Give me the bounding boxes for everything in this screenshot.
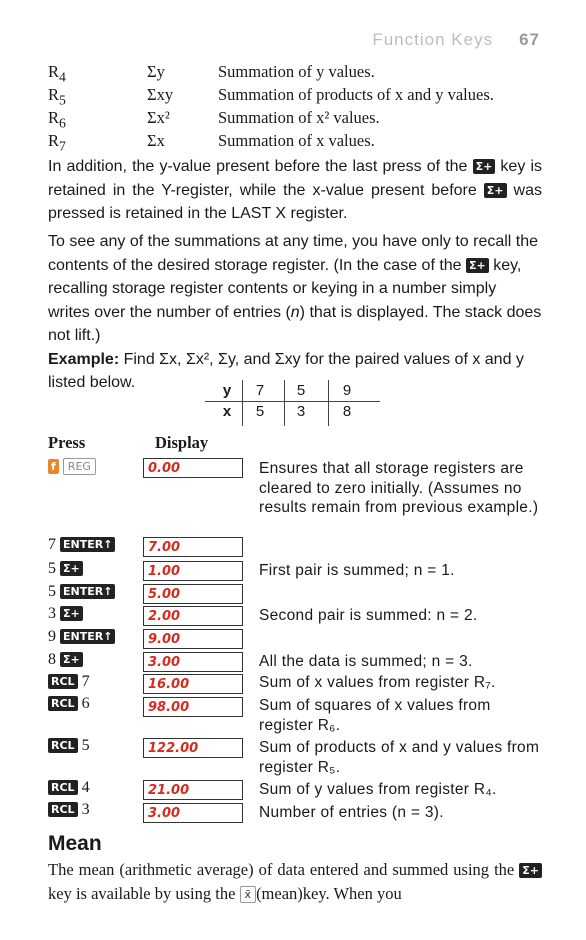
x-value: 5 (255, 403, 265, 420)
display-value: 3.00 (143, 803, 243, 823)
step-note: Sum of products of x and y values from register R₅. (259, 739, 540, 776)
mean-key-icon: x̄ (240, 886, 257, 903)
rcl-key-icon: RCL (48, 674, 78, 689)
paragraph-last-x: In addition, the y-value present before the last press of the Σ+ key is retained in the Y-register, while the x-value present before Σ+ was pressed is retained in the LAST X register. (48, 158, 543, 222)
register-desc: Summation of x values. (218, 131, 375, 150)
sigma-plus-key-icon: Σ+ (60, 561, 83, 576)
rcl-key-icon: RCL (48, 738, 78, 753)
y-value: 5 (296, 382, 306, 399)
display-value: 3.00 (143, 652, 243, 672)
y-value: 9 (342, 382, 352, 399)
keystroke: 5 ENTER↑ (48, 583, 115, 601)
sigma-plus-key-icon: Σ+ (466, 258, 489, 273)
display-value: 16.00 (143, 674, 243, 694)
page-number: 67 (519, 30, 540, 49)
register-name: R (48, 62, 60, 81)
keystroke: 3 Σ+ (48, 605, 83, 623)
keystroke: 9 ENTER↑ (48, 628, 115, 646)
display-value: 0.00 (143, 458, 243, 478)
register-name: R (48, 108, 60, 127)
step-note: Ensures that all storage registers are cleared to zero initially. (Assumes no results remain from previous example.) (259, 460, 539, 516)
register-desc: Summation of products of x and y values. (218, 85, 494, 104)
display-value: 9.00 (143, 629, 243, 649)
register-symbol: Σxy (147, 85, 174, 104)
display-value: 98.00 (143, 697, 243, 717)
example-text: Find Σx, Σx², Σy, and Σxy for the paired values of x and y listed below. (48, 350, 524, 391)
sigma-plus-key-icon: Σ+ (60, 606, 83, 621)
paragraph-mean: The mean (arithmetic average) of data entered and summed using the Σ+ key is available by using the x̄ (mean)key. When you (48, 858, 542, 905)
enter-key-icon: ENTER↑ (60, 537, 115, 552)
step-note: Sum of y values from register R₄. (259, 781, 497, 798)
display-column-heading: Display (155, 433, 209, 452)
register-sub: 7 (59, 138, 66, 154)
paragraph-recall: To see any of the summations at any time, you have only to recall the contents of the desired storage register. (In the case of the Σ+ key, recalling storage register contents or keying in a number simply writes over the number of entries (n) that is displayed. The stack does not lift.) Example: Find Σx, Σx², Σy, and Σxy for the paired values of x and y listed below. (48, 233, 542, 391)
sigma-plus-key-icon: Σ+ (473, 159, 496, 174)
register-desc: Summation of y values. (218, 62, 375, 81)
rcl-key-icon: RCL (48, 802, 78, 817)
register-row (48, 85, 568, 108)
display-value: 122.00 (143, 738, 243, 758)
page-header (372, 30, 540, 50)
keystroke: RCL 4 (48, 779, 90, 797)
display-value: 21.00 (143, 780, 243, 800)
running-title: Function Keys (372, 30, 494, 49)
table-divider (284, 380, 285, 426)
x-value: 8 (342, 403, 352, 420)
reg-key-icon: REG (63, 458, 96, 475)
step-note: Sum of x values from register R₇. (259, 674, 496, 691)
keystroke: 7 ENTER↑ (48, 536, 115, 554)
example-label: Example: (48, 350, 120, 368)
data-table (200, 378, 380, 426)
register-row (48, 62, 568, 85)
keystroke: RCL 7 (48, 673, 90, 691)
register-sub: 4 (59, 69, 66, 85)
display-value: 7.00 (143, 537, 243, 557)
step-note: Sum of squares of x values from register R₆. (259, 697, 491, 734)
enter-key-icon: ENTER↑ (60, 629, 115, 644)
display-value: 2.00 (143, 606, 243, 626)
sigma-plus-key-icon: Σ+ (60, 652, 83, 667)
step-note: Number of entries (n = 3). (259, 804, 444, 821)
x-label: x (222, 403, 232, 420)
register-symbol: Σx (147, 131, 165, 150)
y-label: y (222, 382, 232, 399)
register-name: R (48, 131, 60, 150)
table-divider (205, 401, 380, 402)
press-column-heading: Press (48, 433, 86, 452)
register-symbol: Σy (147, 62, 165, 81)
table-divider (328, 380, 329, 426)
register-row (48, 131, 568, 154)
x-value: 3 (296, 403, 306, 420)
sigma-plus-key-icon: Σ+ (519, 863, 542, 878)
f-key-icon: f (48, 459, 59, 474)
keystroke: 8 Σ+ (48, 651, 83, 669)
register-sub: 5 (59, 92, 66, 108)
register-row (48, 108, 568, 131)
section-heading-mean: Mean (48, 832, 102, 855)
rcl-key-icon: RCL (48, 780, 78, 795)
sigma-plus-key-icon: Σ+ (484, 183, 507, 198)
enter-key-icon: ENTER↑ (60, 584, 115, 599)
register-symbol: Σx² (147, 108, 170, 127)
keystroke: RCL 5 (48, 737, 90, 755)
rcl-key-icon: RCL (48, 696, 78, 711)
register-list (48, 62, 568, 154)
step-note: Second pair is summed: n = 2. (259, 607, 478, 624)
keystroke: 5 Σ+ (48, 560, 83, 578)
keystroke (48, 458, 96, 476)
step-note: All the data is summed; n = 3. (259, 653, 473, 670)
keystroke: RCL 6 (48, 695, 90, 713)
table-divider (242, 380, 243, 426)
register-sub: 6 (59, 115, 66, 131)
register-name: R (48, 85, 60, 104)
register-desc: Summation of x² values. (218, 108, 380, 127)
keystroke: RCL 3 (48, 801, 90, 819)
display-value: 5.00 (143, 584, 243, 604)
y-value: 7 (255, 382, 265, 399)
step-note: First pair is summed; n = 1. (259, 562, 455, 579)
display-value: 1.00 (143, 561, 243, 581)
